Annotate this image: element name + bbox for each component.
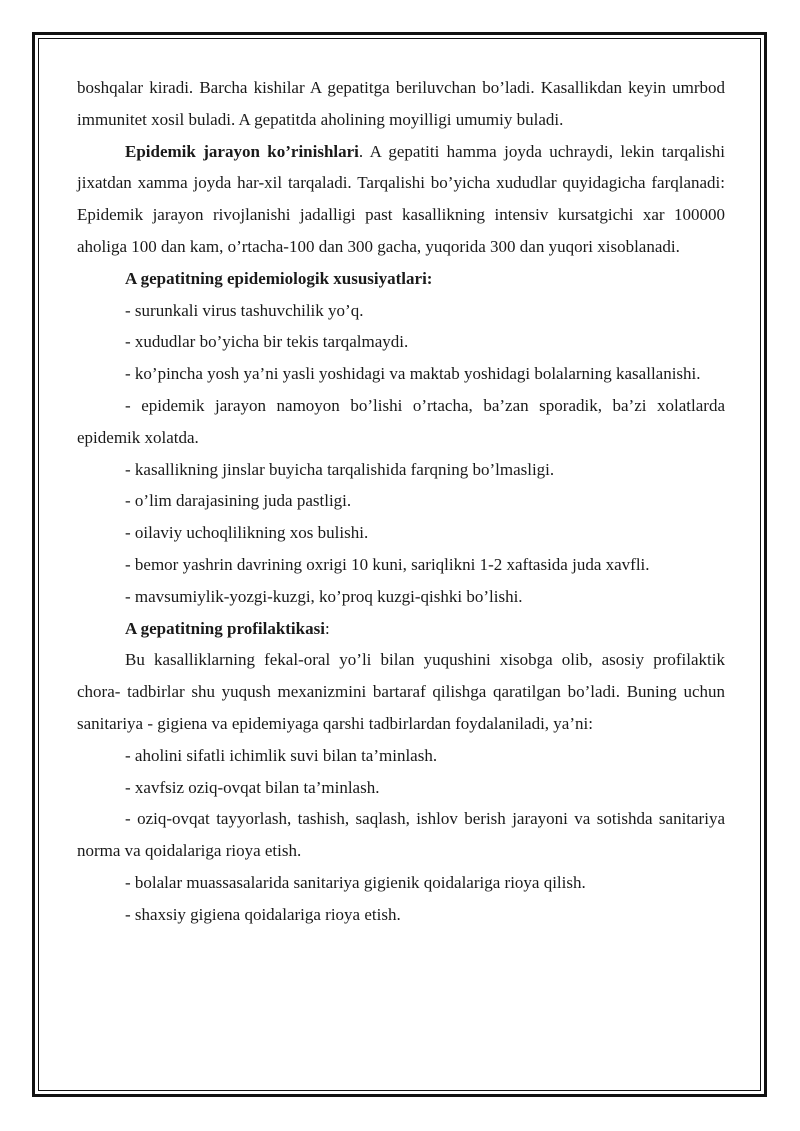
list-item: - kasallikning jinslar buyicha tarqalishida farqning bo’lmasligi. (125, 459, 555, 479)
list-item: - bolalar muassasalarida sanitariya gigienik qoidalariga rioya qilish. (125, 872, 586, 892)
section-heading-epidemic-manifestations: Epidemik jarayon ko’rinishlari (125, 141, 359, 161)
section-heading-epidemiological-features (77, 263, 725, 295)
list-item: - xududlar bo’yicha bir tekis tarqalmaydi. (125, 332, 409, 352)
paragraph-text: . A gepatiti hamma joyda uchraydi, lekin tarqalishi jixatdan xamma joyda har-xil tarqaladi. Tarqalishi bo’yicha xududlar quyidagicha farqlanadi: Epidemik jarayon rivojlanishi jadalligi past kasallikning intensiv kursatgichi xar 100000 aholiga 100 dan kam, o’rtacha-100 dan 300 gacha, yuqorida 300 dan yuqori xisoblanadi. (77, 141, 725, 256)
heading-text: A gepatitning profilaktikasi (125, 618, 325, 638)
heading-suffix: : (324, 618, 330, 638)
document-body (77, 72, 725, 931)
list-item: - surunkali virus tashuvchilik yo’q. (125, 300, 364, 320)
paragraph-prophylaxis: Bu kasalliklarning fekal-oral yo’li bilan yuqushini xisobga olib, asosiy profilaktik chora- tadbirlar shu yuqush mexanizmini bartaraf qilishga qaratilgan bo’ladi. Buning uchun sanitariya - gigiena va epidemiyaga qarshi tadbirlardan foydalaniladi, ya’ni: (77, 650, 725, 733)
list-item: - oziq-ovqat tayyorlash, tashish, saqlash, ishlov berish jarayoni va sotishda sanitariya norma va qoidalariga rioya etish. (77, 809, 725, 861)
list-item: - shaxsiy gigiena qoidalariga rioya etish. (125, 904, 401, 924)
list-item: - ko’pincha yosh ya’ni yasli yoshidagi va maktab yoshidagi bolalarning kasallanishi. (125, 364, 701, 384)
list-item: - bemor yashrin davrining oxrigi 10 kuni, sariqlikni 1-2 xaftasida juda xavfli. (125, 554, 650, 574)
list-item: - xavfsiz oziq-ovqat bilan ta’minlash. (125, 777, 380, 797)
list-item: - epidemik jarayon namoyon bo’lishi o’rtacha, ba’zan sporadik, ba’zi xolatlarda epidemik xolatda. (77, 395, 725, 447)
paragraph-intro: boshqalar kiradi. Barcha kishilar A gepatitga beriluvchan bo’ladi. Kasallikdan keyin umrbod immunitet xosil buladi. A gepatitda aholining moyilligi umumiy buladi. (77, 78, 725, 129)
heading-text: A gepatitning epidemiologik xususiyatlari: (125, 268, 433, 288)
section-heading-prophylaxis (77, 613, 725, 645)
list-item: - o’lim darajasining juda pastligi. (125, 491, 352, 511)
list-item: - aholini sifatli ichimlik suvi bilan ta’minlash. (125, 745, 438, 765)
list-item: - mavsumiylik-yozgi-kuzgi, ko’proq kuzgi-qishki bo’lishi. (125, 586, 523, 606)
paragraph-epidemic-manifestations (77, 136, 725, 263)
list-item: - oilaviy uchoqlilikning xos bulishi. (125, 523, 369, 543)
